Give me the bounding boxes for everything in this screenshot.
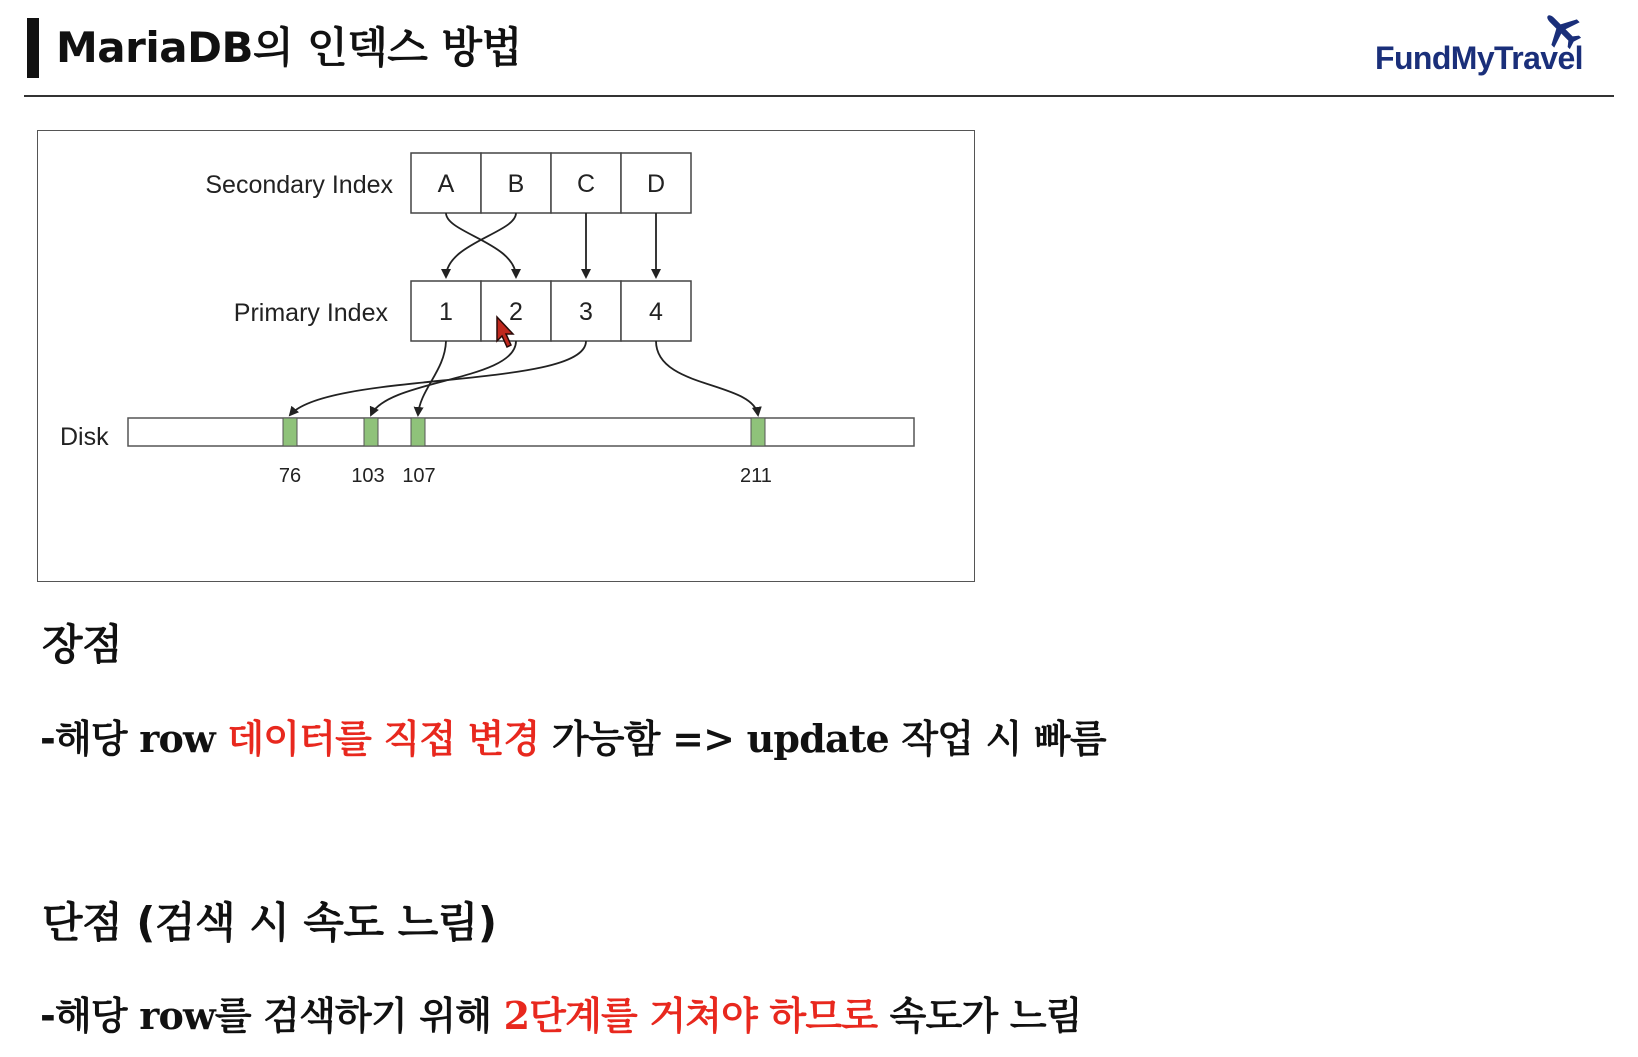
arrow-1-to-107 [418, 341, 446, 415]
page-title: MariaDB의 인덱스 방법 [56, 23, 522, 72]
disk-block-label: 107 [402, 465, 436, 487]
logo-text: FundMyTravel [1375, 40, 1583, 76]
bullet-prefix: -해당 [40, 717, 140, 761]
arrow-3-to-76 [290, 341, 586, 415]
secondary-to-primary-arrows [446, 213, 656, 277]
disk-block [283, 418, 297, 446]
bullet-middle: 를 검색하기 위해 [214, 994, 504, 1038]
arrow-a-to-2 [446, 213, 516, 277]
highlight-two-steps: 단계를 거쳐야 하므로 [529, 994, 878, 1038]
primary-index-label: Primary Index [233, 299, 388, 327]
disk-block-label: 103 [351, 465, 385, 487]
bullet-suffix: 작업 시 빠름 [888, 717, 1106, 761]
arrow-4-to-211 [656, 341, 758, 415]
brand-logo [1375, 8, 1620, 88]
disk-block [411, 418, 425, 446]
secondary-cell-label: D [646, 170, 666, 198]
bullet-suffix: 속도가 느림 [877, 994, 1082, 1038]
highlight-number: 2 [503, 993, 530, 1038]
advantages-bullet [40, 708, 1106, 763]
index-diagram [37, 130, 975, 582]
disk-label: Disk [60, 423, 109, 451]
primary-index [411, 281, 691, 341]
primary-cell-label: 1 [439, 298, 453, 326]
disk-block [364, 418, 378, 446]
disk-bar [128, 418, 914, 446]
disk-block-label: 76 [278, 465, 302, 487]
primary-to-disk-arrows [290, 341, 758, 415]
secondary-cell-label: C [576, 170, 596, 198]
bullet-space [734, 717, 746, 761]
primary-cell-label: 3 [579, 298, 593, 326]
secondary-cell-label: A [437, 170, 455, 198]
bullet-prefix: -해당 [40, 994, 140, 1038]
secondary-index [411, 153, 691, 213]
secondary-cell-label: B [507, 170, 525, 198]
airplane-icon [1540, 8, 1584, 52]
arrow-symbol: => [672, 716, 735, 761]
code-row: row [139, 993, 215, 1038]
disadvantages-heading: 단점 (검색 시 속도 느림) [42, 898, 497, 947]
advantages-heading: 장점 [42, 620, 123, 669]
code-update: update [746, 716, 889, 761]
primary-cell-label: 4 [649, 298, 663, 326]
header-divider [24, 95, 1614, 97]
highlight-direct-modify: 데이터를 직접 변경 [227, 717, 540, 761]
disk-block-label: 211 [740, 465, 772, 487]
disadvantages-bullet [40, 985, 1082, 1040]
index-diagram-svg [38, 131, 976, 583]
disk-block [751, 418, 765, 446]
arrow-b-to-1 [446, 213, 516, 277]
secondary-index-label: Secondary Index [205, 171, 393, 199]
code-row: row [139, 716, 215, 761]
bullet-space [215, 717, 227, 761]
arrow-2-to-103 [371, 341, 516, 415]
primary-cell-label: 2 [509, 298, 523, 326]
title-accent-bar [27, 18, 39, 78]
bullet-middle: 가능함 [539, 717, 673, 761]
